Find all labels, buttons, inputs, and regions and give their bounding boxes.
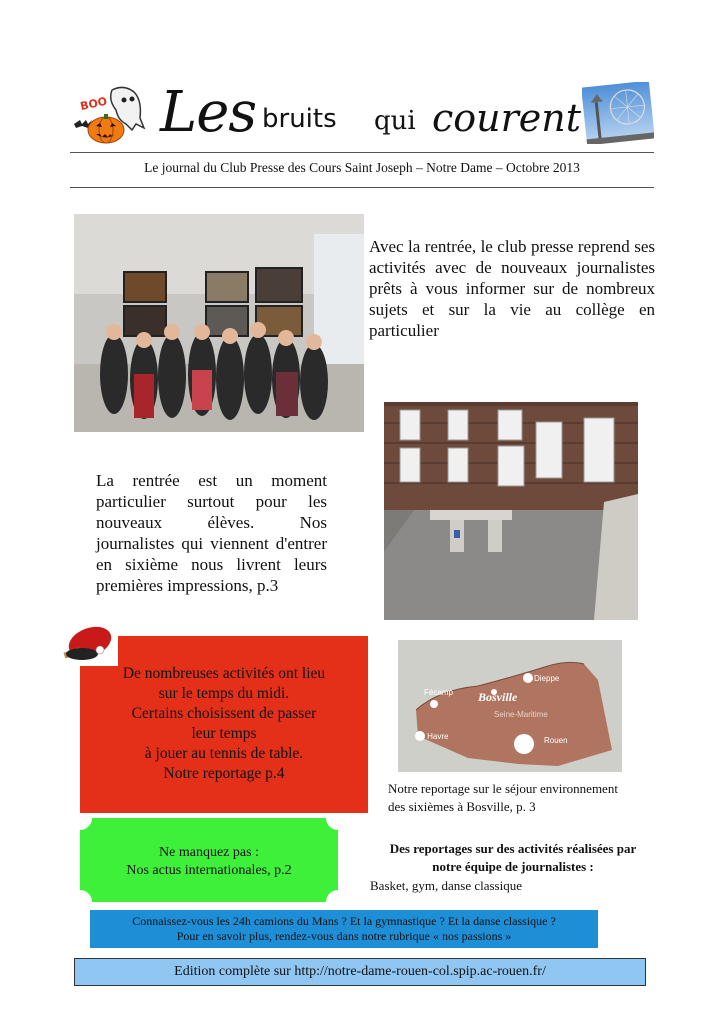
blue-box-line2: Pour en savoir plus, rendez-vous dans notre rubrique « nos passions » xyxy=(176,929,512,943)
blue-box-line1: Connaissez-vous les 24h camions du Mans ? Et la gymnastique ? Et la danse classique ? xyxy=(132,914,556,928)
ping-pong-paddle-icon xyxy=(56,620,118,666)
red-box-line4: leur temps xyxy=(191,725,257,742)
courtyard-ping-pong-photo xyxy=(384,402,638,620)
reports-list: Basket, gym, danse classique xyxy=(370,878,522,893)
red-box-line3: Certains choisissent de passer xyxy=(131,705,317,722)
map-label-fecamp: Fécamp xyxy=(424,688,453,697)
red-box-line1: De nombreuses activités ont lieu xyxy=(122,665,326,682)
header-rule-bottom xyxy=(70,187,654,188)
map-label-region: Seine-Maritime xyxy=(494,710,548,719)
title-les: Les xyxy=(160,80,257,145)
map-label-rouen: Rouen xyxy=(544,736,568,745)
full-edition-link[interactable]: Edition complète sur http://notre-dame-rouen-col.spip.ac-rouen.fr/ xyxy=(74,958,646,986)
green-box-line1: Ne manquez pas : xyxy=(159,845,259,860)
header-rule-top xyxy=(70,152,654,153)
ferris-wheel-photo xyxy=(582,82,654,144)
reports-heading xyxy=(368,840,658,876)
red-box-line6: Notre reportage p.4 xyxy=(163,765,285,782)
map-label-dieppe: Dieppe xyxy=(534,674,560,683)
map-shape xyxy=(398,640,622,772)
title-qui: qui xyxy=(374,106,416,136)
map-caption-line1: Notre reportage sur le séjour environnement xyxy=(388,781,618,796)
masthead xyxy=(0,0,724,150)
reports-heading-line1: Des reportages sur des activités réalisées par xyxy=(389,841,637,856)
seine-maritime-map xyxy=(398,640,622,772)
map-caption xyxy=(388,780,658,816)
red-box-line5: à jouer au tennis de table. xyxy=(144,745,304,762)
map-label-bosville: Bosville xyxy=(478,690,518,704)
title-courent: courent xyxy=(432,96,582,140)
intro-paragraph: Avec la rentrée, le club presse reprend ses activités avec de nouveaux journalistes prêts à vous informer sur de nombreux sujets et sur la vie au collège en particulier xyxy=(369,237,655,340)
rentree-paragraph: La rentrée est un moment particulier surtout pour les nouveaux élèves. Nos journalistes qui viennent d'entrer en sixième nous livrent leurs premières impressions, p.3 xyxy=(96,471,327,595)
title-bruits: bruits xyxy=(262,104,337,134)
boo-label: BOO xyxy=(79,94,109,114)
map-label-le-havre: Le Havre xyxy=(416,732,449,741)
passions-box xyxy=(90,910,598,948)
reports-heading-line2: notre équipe de journalistes : xyxy=(432,859,594,874)
green-box-line2: Nos actus internationales, p.2 xyxy=(126,863,292,878)
red-box-line2: sur le temps du midi. xyxy=(158,685,290,702)
lunchtime-activities-box xyxy=(80,636,368,813)
journal-subtitle: Le journal du Club Presse des Cours Saint Joseph – Notre Dame – Octobre 2013 xyxy=(144,160,580,175)
international-news-box xyxy=(80,844,338,880)
club-group-photo xyxy=(74,214,364,432)
map-caption-line2: des sixièmes à Bosville, p. 3 xyxy=(388,799,536,814)
